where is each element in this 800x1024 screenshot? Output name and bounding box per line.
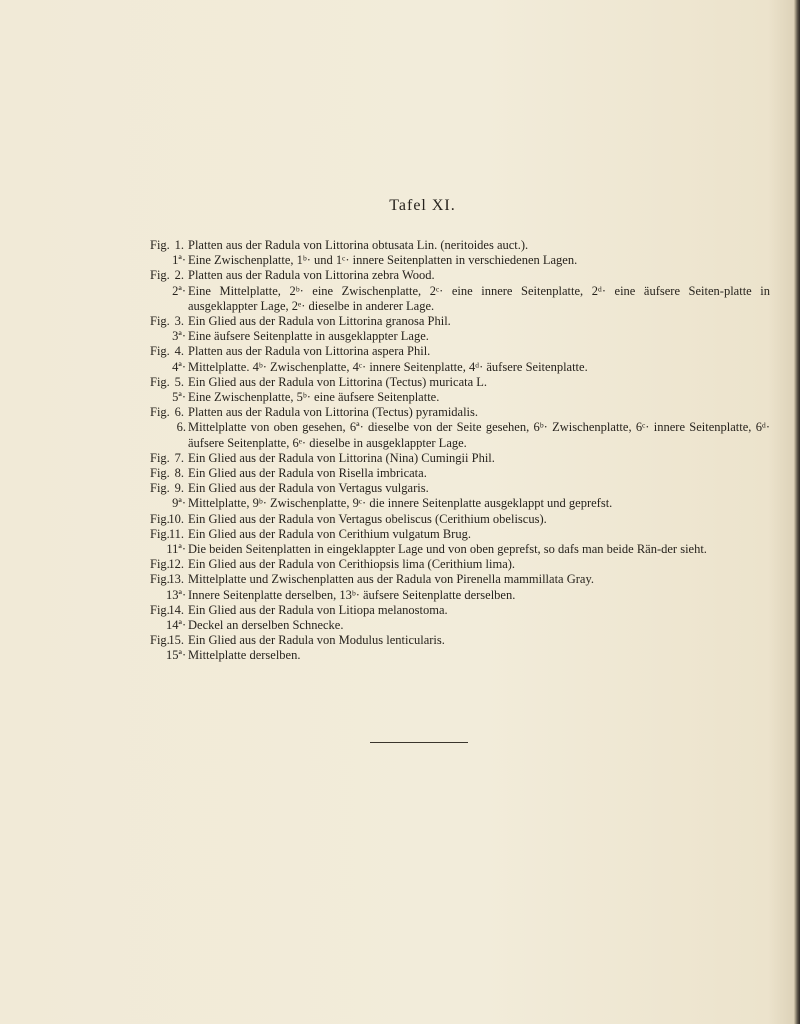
closing-rule bbox=[370, 742, 468, 743]
figure-entry bbox=[150, 618, 770, 633]
fig-label: Fig. bbox=[150, 511, 170, 526]
fig-description: Ein Glied aus der Radula von Cerithium vulgatum Brug. bbox=[188, 526, 471, 541]
fig-description: Ein Glied aus der Radula von Vertagus vulgaris. bbox=[188, 481, 429, 496]
figure-entry bbox=[150, 527, 770, 542]
fig-number: 8. bbox=[174, 466, 184, 481]
fig-number: 7. bbox=[174, 450, 184, 465]
figure-entry bbox=[150, 360, 770, 375]
fig-description: Ein Glied aus der Radula von Litiopa melanostoma. bbox=[188, 602, 448, 617]
figure-list bbox=[150, 238, 770, 664]
fig-number: 3ª· bbox=[172, 329, 186, 344]
figure-entry bbox=[150, 284, 770, 314]
figure-entry bbox=[150, 405, 770, 420]
figure-entry bbox=[150, 451, 770, 466]
fig-number: 9. bbox=[174, 481, 184, 496]
figure-entry bbox=[150, 648, 770, 663]
figure-entry bbox=[150, 588, 770, 603]
fig-number: 1. bbox=[174, 238, 184, 252]
fig-label: Fig. bbox=[150, 557, 170, 572]
figure-entry bbox=[150, 496, 770, 511]
fig-label: Fig. bbox=[150, 450, 170, 465]
fig-description: Ein Glied aus der Radula von Risella imbricata. bbox=[188, 466, 427, 481]
fig-description: Mittelplatte derselben. bbox=[188, 648, 301, 663]
fig-description: Ein Glied aus der Radula von Littorina granosa Phil. bbox=[188, 314, 451, 329]
fig-description: Mittelplatte von oben gesehen, 6ª· dieselbe von der Seite gesehen, 6ᵇ· Zwischenplatte, 6ᶜ· innere Seitenplatte, 6ᵈ· äufsere Seitenplatte, 6ᵉ· dieselbe in ausgeklappter Lage. bbox=[188, 420, 770, 450]
fig-number: 10. bbox=[168, 511, 184, 526]
fig-label: Fig. bbox=[150, 314, 170, 329]
figure-entry bbox=[150, 512, 770, 527]
fig-label: Fig. bbox=[150, 481, 170, 496]
fig-number: 2. bbox=[174, 268, 184, 283]
fig-description: Deckel an derselben Schnecke. bbox=[188, 618, 344, 633]
figure-entry bbox=[150, 268, 770, 283]
fig-label: Fig. bbox=[150, 633, 170, 648]
figure-entry bbox=[150, 390, 770, 405]
figure-entry bbox=[150, 542, 770, 557]
fig-description: Mittelplatte. 4ᵇ· Zwischenplatte, 4ᶜ· innere Seitenplatte, 4ᵈ· äufsere Seitenplatte. bbox=[188, 359, 588, 374]
fig-description: Ein Glied aus der Radula von Littorina (Nina) Cumingii Phil. bbox=[188, 450, 495, 465]
fig-label: Fig. bbox=[150, 466, 170, 481]
figure-entry bbox=[150, 557, 770, 572]
fig-label: Fig. bbox=[150, 405, 170, 420]
fig-description: Eine Zwischenplatte, 1ᵇ· und 1ᶜ· innere Seitenplatten in verschiedenen Lagen. bbox=[188, 253, 578, 268]
fig-number: 11. bbox=[168, 526, 184, 541]
fig-description: Die beiden Seitenplatten in eingeklappter Lage und von oben geprefst, so dafs man beide Rän-der sieht. bbox=[188, 542, 707, 557]
figure-entry bbox=[150, 603, 770, 618]
fig-number: 3. bbox=[174, 314, 184, 329]
figure-entry bbox=[150, 375, 770, 390]
figure-entry bbox=[150, 253, 770, 268]
fig-description: Platten aus der Radula von Littorina obtusata Lin. (neritoides auct.). bbox=[188, 238, 529, 252]
fig-number: 14ª· bbox=[166, 618, 187, 633]
fig-description: Platten aus der Radula von Littorina zebra Wood. bbox=[188, 268, 435, 283]
fig-number: 13. bbox=[168, 572, 184, 587]
fig-label: Fig. bbox=[150, 344, 170, 359]
figure-entry bbox=[150, 314, 770, 329]
fig-label: Fig. bbox=[150, 374, 170, 389]
fig-number: 13ª· bbox=[166, 587, 187, 602]
fig-number: 4ª· bbox=[172, 359, 186, 374]
fig-number: 11ª· bbox=[166, 542, 186, 557]
fig-description: Platten aus der Radula von Littorina aspera Phil. bbox=[188, 344, 431, 359]
fig-number: 9ª· bbox=[172, 496, 186, 511]
fig-description: Eine Zwischenplatte, 5ᵇ· eine äufsere Seitenplatte. bbox=[188, 390, 440, 405]
fig-description: Mittelplatte und Zwischenplatten aus der Radula von Pirenella mammillata Gray. bbox=[188, 572, 595, 587]
fig-number: 15ª· bbox=[166, 648, 187, 663]
fig-description: Eine äufsere Seitenplatte in ausgeklappter Lage. bbox=[188, 329, 429, 344]
fig-number: 6. bbox=[176, 420, 186, 435]
fig-number: 5ª· bbox=[172, 390, 186, 405]
figure-entry bbox=[150, 633, 770, 648]
plate-title: Tafel XI. bbox=[389, 197, 456, 214]
figure-entry bbox=[150, 329, 770, 344]
fig-label: Fig. bbox=[150, 602, 170, 617]
fig-description: Platten aus der Radula von Littorina (Tectus) pyramidalis. bbox=[188, 405, 479, 420]
fig-number: 14. bbox=[168, 602, 184, 617]
figure-entry bbox=[150, 481, 770, 496]
fig-number: 5. bbox=[174, 374, 184, 389]
fig-number: 12. bbox=[168, 557, 184, 572]
fig-description: Ein Glied aus der Radula von Cerithiopsis lima (Cerithium lima). bbox=[188, 557, 516, 572]
page-edge bbox=[794, 0, 800, 1024]
fig-description: Mittelplatte, 9ᵇ· Zwischenplatte, 9ᶜ· die innere Seitenplatte ausgeklappt und geprefst. bbox=[188, 496, 613, 511]
fig-description: Ein Glied aus der Radula von Littorina (Tectus) muricata L. bbox=[188, 374, 488, 389]
fig-label: Fig. bbox=[150, 238, 170, 252]
figure-entry bbox=[150, 420, 770, 450]
fig-description: Innere Seitenplatte derselben, 13ᵇ· äufsere Seitenplatte derselben. bbox=[188, 587, 516, 602]
fig-number: 4. bbox=[174, 344, 184, 359]
fig-number: 15. bbox=[168, 633, 184, 648]
fig-number: 6. bbox=[174, 405, 184, 420]
fig-label: Fig. bbox=[150, 572, 170, 587]
figure-entry bbox=[150, 466, 770, 481]
fig-description: Ein Glied aus der Radula von Vertagus obeliscus (Cerithium obeliscus). bbox=[188, 511, 547, 526]
fig-number: 2ª· bbox=[172, 283, 186, 298]
fig-label: Fig. bbox=[150, 526, 170, 541]
figure-entry bbox=[150, 344, 770, 359]
figure-entry bbox=[150, 238, 770, 253]
fig-description: Eine Mittelplatte, 2ᵇ· eine Zwischenplatte, 2ᶜ· eine innere Seitenplatte, 2ᵈ· eine äufsere Seiten-platte in ausgeklappter Lage, 2ᵉ· dieselbe in anderer Lage. bbox=[188, 283, 770, 313]
fig-description: Ein Glied aus der Radula von Modulus lenticularis. bbox=[188, 633, 445, 648]
fig-number: 1ª· bbox=[172, 253, 186, 268]
fig-label: Fig. bbox=[150, 268, 170, 283]
figure-entry bbox=[150, 572, 770, 587]
